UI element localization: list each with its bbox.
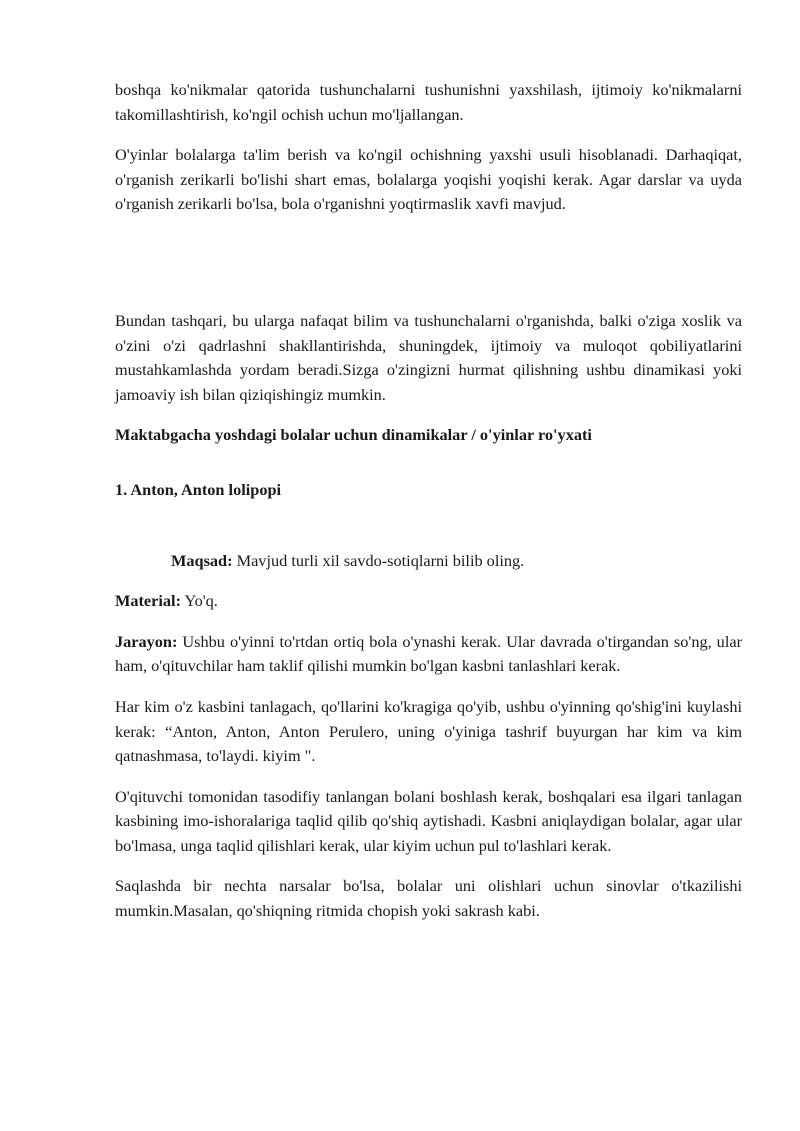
- goal-label: Maqsad:: [171, 550, 233, 570]
- material-text: Yo'q.: [181, 591, 218, 611]
- paragraph-self-esteem: Bundan tashqari, bu ularga nafaqat bilim va tushunchalarni o'rganishda, balki o'ziga xoslik va o'zini o'zi qadrlashni shakllantirishda, shuningdek, ijtimoiy va muloqot qobiliyatlarini mustahkamlashda yordam beradi.Sizga o'zingizni hurmat qilishning ushbu dinamikasi yoki jamoaviy ish bilan qiziqishingiz mumkin.: [115, 310, 742, 404]
- game1-teacher-paragraph: O'qituvchi tomonidan tasodifiy tanlangan bolani boshlash kerak, boshqalari esa ilgari tanlagan kasbining imo-ishoralariga taqlid qilib qo'shiq aytishadi. Kasbni aniqlaydigan bolalar, agar ular bo'lmasa, unga taqlid qilishlari kerak, ular kiyim uchun pul to'lashlari kerak.: [115, 786, 742, 855]
- heading-games-list: Maktabgacha yoshdagi bolalar uchun dinamikalar / o'yinlar ro'yxati: [115, 425, 592, 445]
- paragraph-intro-continuation: boshqa ko'nikmalar qatorida tushunchalarni tushunishni yaxshilash, ijtimoiy ko'nikmalarni takomillashtirish, ko'ngil ochish uchun mo'ljallangan.: [115, 80, 742, 124]
- document-page: [115, 78, 742, 940]
- heading-game-1: 1. Anton, Anton lolipopi: [115, 479, 282, 499]
- material-label: Material:: [115, 591, 181, 611]
- game1-goal: [115, 549, 742, 574]
- game1-song-paragraph: Har kim o'z kasbini tanlagach, qo'llarini ko'kragiga qo'yib, ushbu o'yinning qo'shig'ini kuylashi kerak: “Anton, Anton, Anton Perulero, uning o'yiniga tashrif buyurgan har kim va kim qatnashmasa, to'laydi. kiyim ".: [115, 696, 742, 766]
- process-text: Ushbu o'yinni to'rtdan ortiq bola o'ynashi kerak. Ular davrada o'tirgandan so'ng, ular ham, o'qituvchilar ham taklif qilishi mumkin bo'lgan kasbni tanlashlari kerak.: [115, 631, 742, 676]
- paragraph-games-education: O'yinlar bolalarga ta'lim berish va ko'ngil ochishning yaxshi usuli hisoblanadi. Darhaqiqat, o'rganish zerikarli bo'lishi shart emas, bolalarga yoqishi yoqishi kerak. Agar darslar va uyda o'rganish zerikarli bo'lsa, bola o'rganishni yoqtirmaslik xavfi mavjud.: [115, 145, 742, 214]
- blank-space: [115, 233, 742, 309]
- game1-process: [115, 630, 742, 679]
- goal-text: Mavjud turli xil savdo-sotiqlarni bilib oling.: [232, 550, 525, 570]
- game1-items-paragraph: Saqlashda bir nechta narsalar bo'lsa, bolalar uni olishlari uchun sinovlar o'tkazilishi mumkin.Masalan, qo'shiqning ritmida chopish yoki sakrash kabi.: [115, 876, 742, 921]
- game1-material: [115, 589, 742, 614]
- process-label: Jarayon:: [115, 631, 178, 651]
